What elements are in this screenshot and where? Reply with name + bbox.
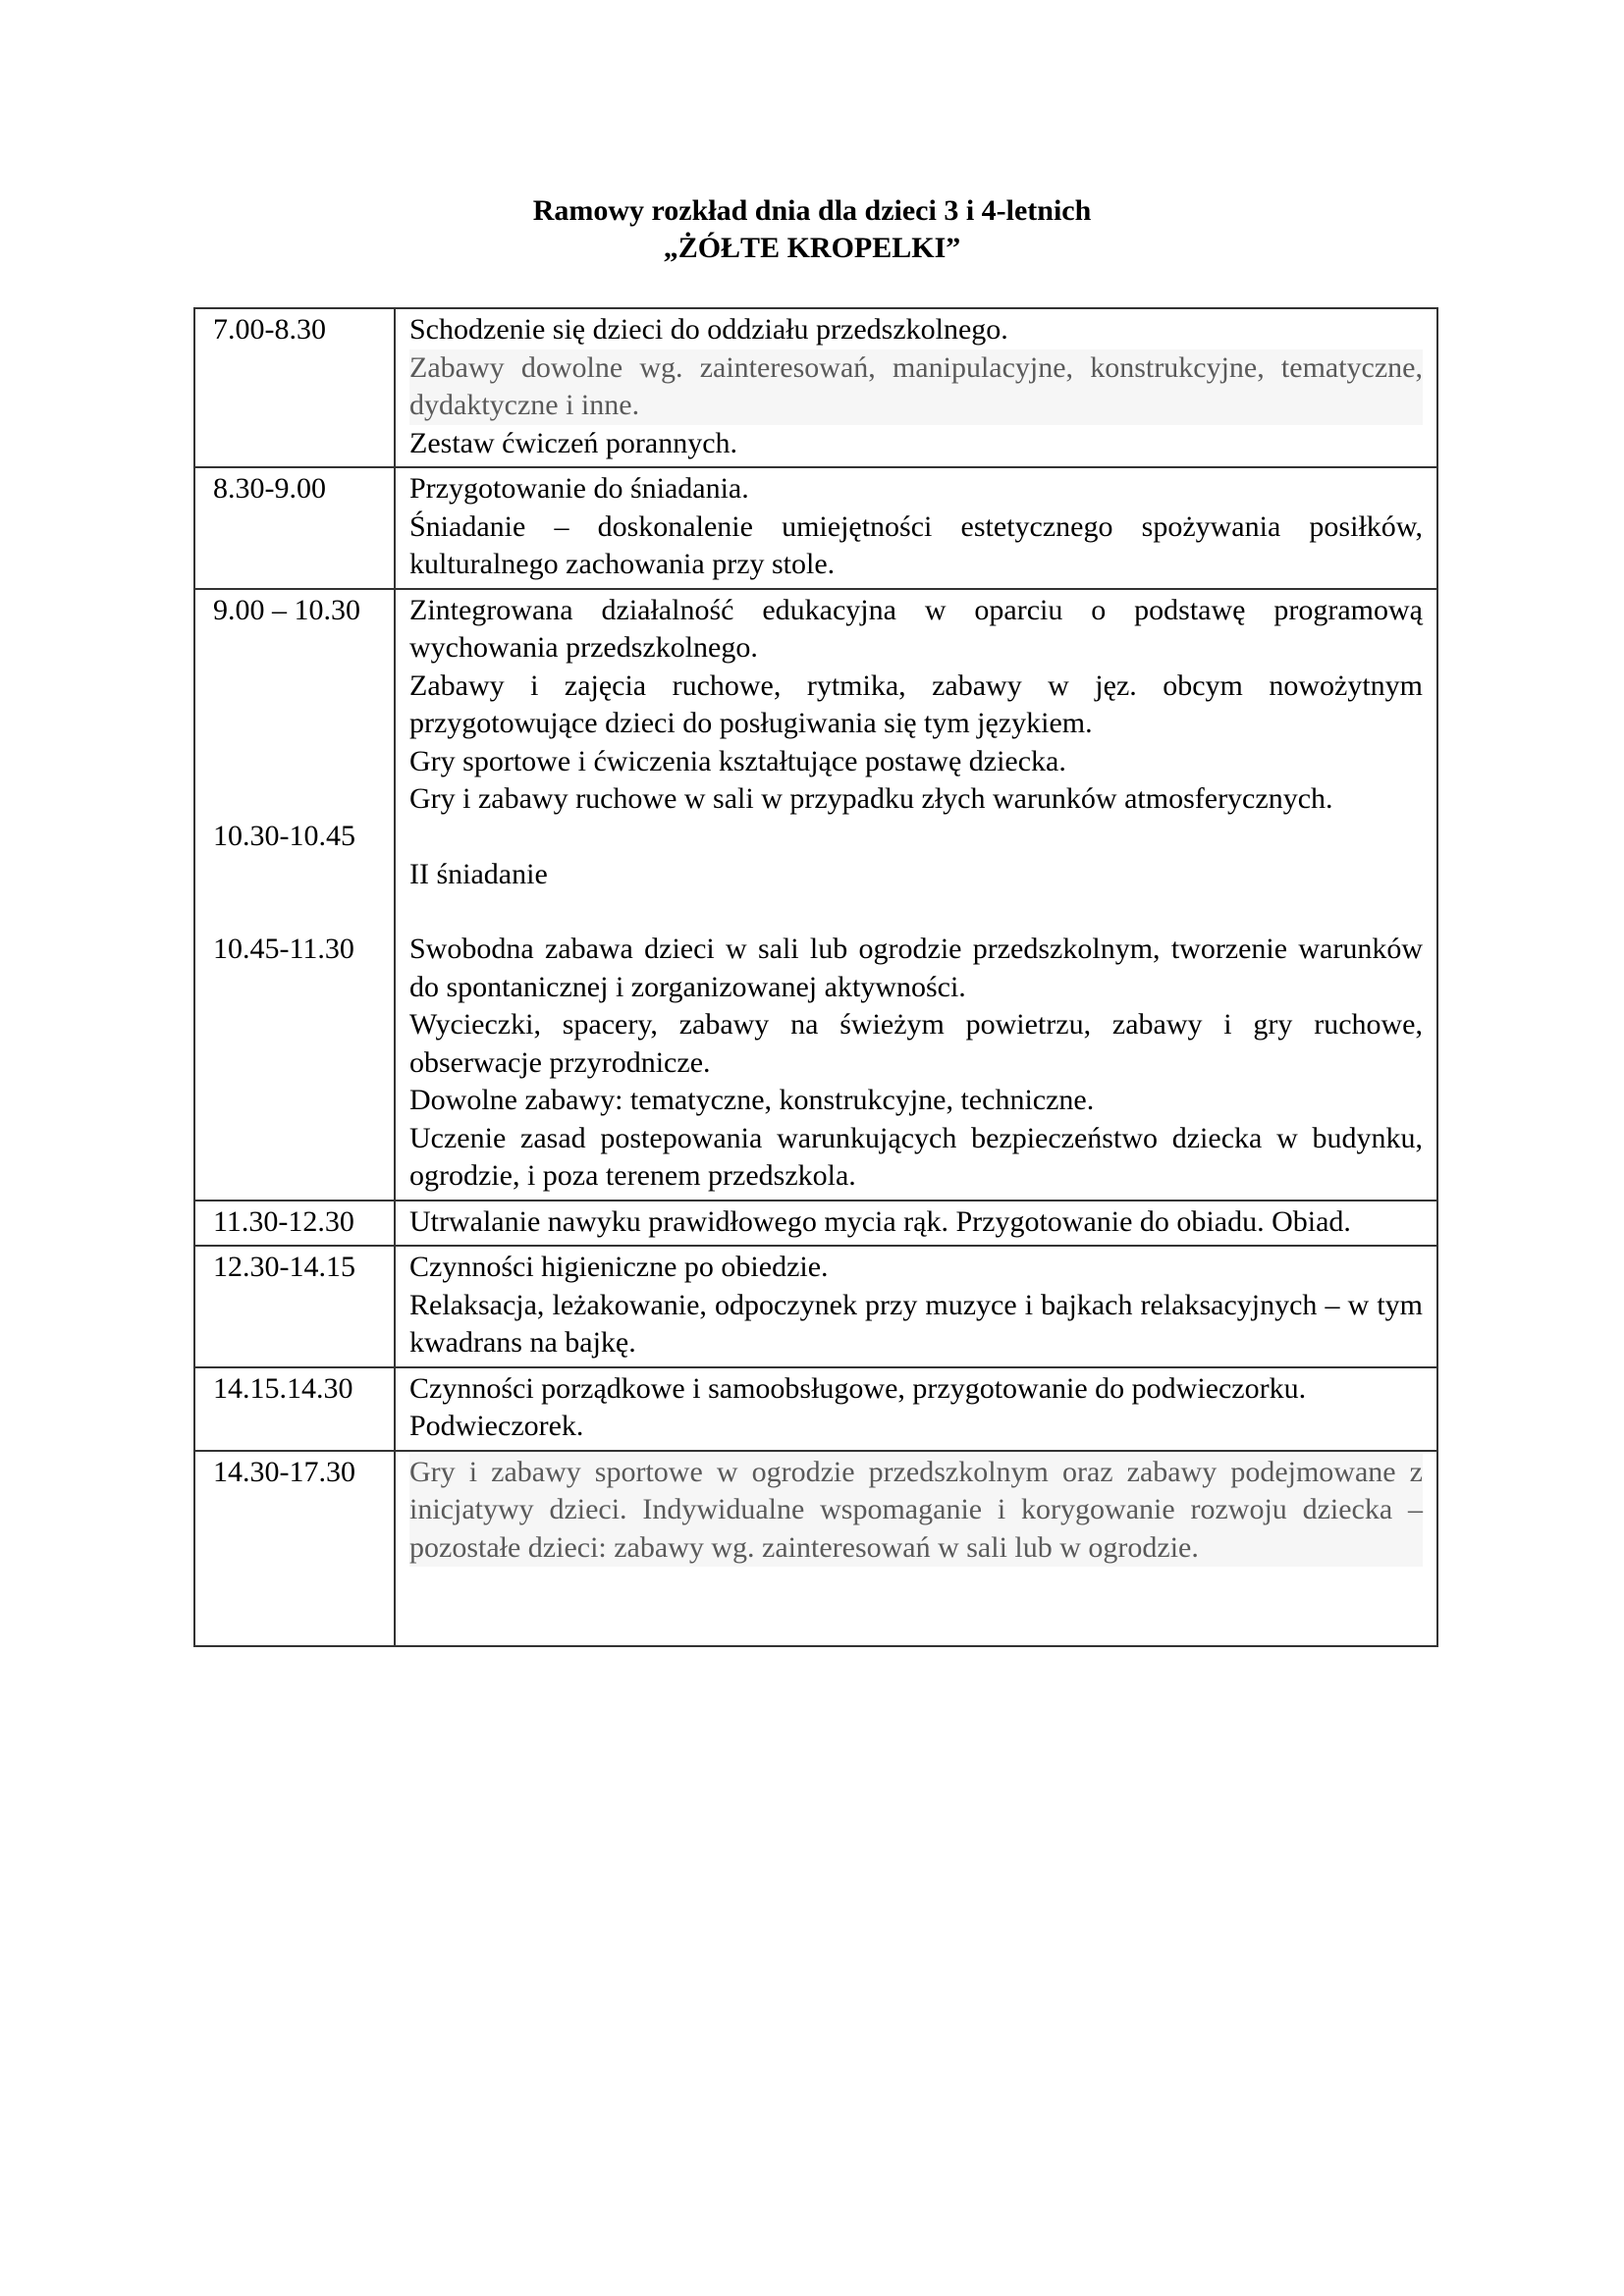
time-cell: 14.15.14.30 xyxy=(194,1367,395,1451)
table-row xyxy=(194,589,1437,1201)
time-cell: 12.30-14.15 xyxy=(194,1246,395,1367)
table-row xyxy=(194,1246,1437,1367)
table-row xyxy=(194,1451,1437,1647)
time-cell: 7.00-8.30 xyxy=(194,308,395,467)
activity-cell xyxy=(395,1246,1437,1367)
document-title xyxy=(0,192,1624,267)
activity-cell xyxy=(395,1367,1437,1451)
activity-text: Podwieczorek. xyxy=(409,1410,584,1442)
activity-text: Zintegrowana działalność edukacyjna w oparciu o podstawę programową wychowania przedszkolnego. xyxy=(409,593,1423,664)
activity-text: Zabawy i zajęcia ruchowe, rytmika, zabawy w jęz. obcym nowożytnym przygotowujące dzieci do posługiwania się tym językiem. xyxy=(409,668,1423,739)
schedule-table xyxy=(193,307,1438,1647)
activity-text: Utrwalanie nawyku prawidłowego mycia rąk. Przygotowanie do obiadu. Obiad. xyxy=(409,1204,1351,1238)
activity-text: Zabawy dowolne wg. zainteresowań, manipulacyjne, konstrukcyjne, tematyczne, dydaktyczne i inne. xyxy=(409,349,1423,425)
activity-text: Wycieczki, spacery, zabawy na świeżym powietrzu, zabawy i gry ruchowe, obserwacje przyrodnicze. xyxy=(409,1008,1423,1079)
activity-text: Gry sportowe i ćwiczenia kształtujące postawę dziecka. xyxy=(409,744,1066,777)
title-line-1: Ramowy rozkład dnia dla dzieci 3 i 4-letnich xyxy=(532,194,1092,227)
activity-text: II śniadanie xyxy=(409,857,548,890)
table-row xyxy=(194,1201,1437,1247)
activity-text: Zestaw ćwiczeń porannych. xyxy=(409,426,738,459)
activity-cell xyxy=(395,308,1437,467)
title-line-2: „ŻÓŁTE KROPELKI” xyxy=(663,232,961,264)
activity-text: Uczenie zasad postepowania warunkujących bezpieczeństwo dziecka w budynku, ogrodzie, i poza terenem przedszkola. xyxy=(409,1121,1423,1192)
activity-cell xyxy=(395,467,1437,589)
table-row xyxy=(194,467,1437,589)
activity-text: Dowolne zabawy: tematyczne, konstrukcyjne, techniczne. xyxy=(409,1084,1095,1116)
activity-text: Gry i zabawy sportowe w ogrodzie przedszkolnym oraz zabawy podejmowane z inicjatywy dzieci. Indywidualne wspomaganie i korygowanie rozwoju dziecka – pozostałe dzieci: zabawy wg. zainteresowań w sali lub w ogrodzie. xyxy=(409,1454,1423,1568)
activity-text: Śniadanie – doskonalenie umiejętności estetycznego spożywania posiłków, kulturalnego zachowania przy stole. xyxy=(409,509,1423,580)
time-cell: 11.30-12.30 xyxy=(194,1201,395,1247)
time-cell: 9.00 – 10.30 10.30-10.45 10.45-11.30 xyxy=(194,589,395,1201)
activity-text: Czynności higieniczne po obiedzie. xyxy=(409,1251,829,1283)
activity-text: Schodzenie się dzieci do oddziału przedszkolnego. xyxy=(409,313,1008,346)
activity-text: Czynności porządkowe i samoobsługowe, przygotowanie do podwieczorku. xyxy=(409,1371,1307,1405)
table-row xyxy=(194,1367,1437,1451)
activity-text: Relaksacja, leżakowanie, odpoczynek przy muzyce i bajkach relaksacyjnych – w tym kwadrans na bajkę. xyxy=(409,1288,1423,1359)
time-cell: 8.30-9.00 xyxy=(194,467,395,589)
activity-cell xyxy=(395,1201,1437,1247)
activity-cell xyxy=(395,1451,1437,1647)
table-row xyxy=(194,308,1437,467)
activity-cell xyxy=(395,589,1437,1201)
activity-text: Swobodna zabawa dzieci w sali lub ogrodzie przedszkolnym, tworzenie warunków do spontanicznej i zorganizowanej aktywności. xyxy=(409,933,1423,1003)
time-cell: 14.30-17.30 xyxy=(194,1451,395,1647)
activity-text: Przygotowanie do śniadania. xyxy=(409,472,749,505)
activity-text: Gry i zabawy ruchowe w sali w przypadku złych warunków atmosferycznych. xyxy=(409,782,1333,815)
